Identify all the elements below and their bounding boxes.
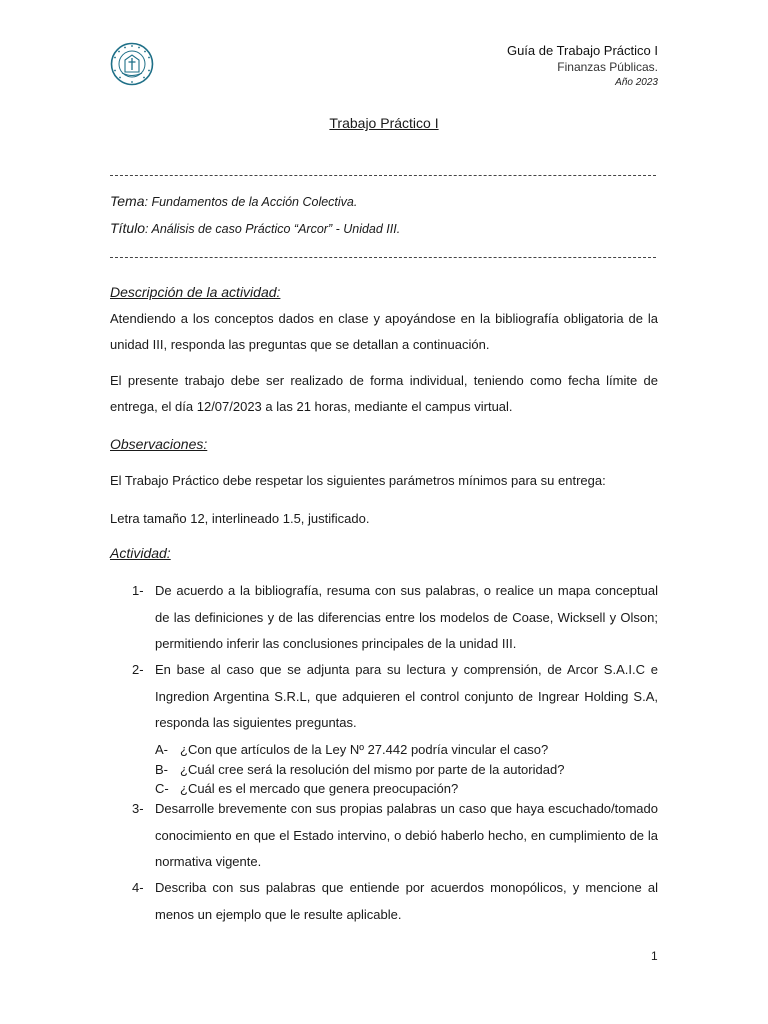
section-heading-descripcion: Descripción de la actividad: (110, 284, 281, 300)
list-item-number: 4- (132, 880, 144, 895)
list-item-text: Desarrolle brevemente con sus propias palabras un caso que haya escuchado/tomado conocimiento en que el Estado intervino, o debió haberlo hecho, en cumplimiento de la normativa vigente. (155, 801, 658, 869)
list-item-text: De acuerdo a la bibliografía, resuma con sus palabras, o realice un mapa conceptual de las definiciones y de las diferencias entre los modelos de Coase, Wicksell y Olson; permitiendo inferir las conclusiones principales de la unidad III. (155, 583, 658, 651)
header-subject: Finanzas Públicas. (557, 60, 658, 74)
titulo-value: : Análisis de caso Práctico “Arcor” - Unidad III. (145, 222, 401, 236)
university-seal-icon (110, 42, 154, 86)
header-guide-title: Guía de Trabajo Práctico I (506, 43, 658, 58)
page-number: 1 (651, 949, 658, 963)
sub-list-letter: C- (155, 781, 169, 796)
tema-value: : Fundamentos de la Acción Colectiva. (144, 195, 358, 209)
list-item-number: 2- (132, 662, 144, 677)
list-item-text: En base al caso que se adjunta para su lectura y comprensión, de Arcor S.A.I.C e Ingredion Argentina S.R.L, que adquieren el control conjunto de Ingrear Holding S.A, responda las siguientes preguntas. (155, 662, 658, 730)
list-item-text: Describa con sus palabras que entiende por acuerdos monopólicos, y mencione al menos un ejemplo que le resulte aplicable. (155, 880, 658, 922)
list-item-number: 1- (132, 583, 144, 598)
titulo-label: Título (110, 220, 146, 236)
observaciones-paragraph: Letra tamaño 12, interlineado 1.5, justificado. (110, 511, 370, 526)
observaciones-paragraph: El Trabajo Práctico debe respetar los siguientes parámetros mínimos para su entrega: (110, 473, 606, 488)
sub-list-text: ¿Cuál cree será la resolución del mismo por parte de la autoridad? (180, 762, 565, 777)
tema-label: Tema (110, 193, 145, 209)
document-title: Trabajo Práctico I (329, 115, 439, 131)
dashed-divider (110, 257, 656, 258)
sub-list-letter: A- (155, 742, 168, 757)
header-year: Año 2023 (615, 77, 658, 88)
descripcion-paragraph: El presente trabajo debe ser realizado de forma individual, teniendo como fecha límite de entrega, el día 12/07/2023 a las 21 horas, mediante el campus virtual. (110, 373, 658, 414)
list-item-number: 3- (132, 801, 144, 816)
titulo-line (110, 220, 400, 236)
sub-list-text: ¿Con que artículos de la Ley Nº 27.442 podría vincular el caso? (180, 742, 549, 757)
descripcion-paragraph: Atendiendo a los conceptos dados en clase y apoyándose en la bibliografía obligatoria de la unidad III, responda las preguntas que se detallan a continuación. (110, 311, 658, 352)
section-heading-actividad: Actividad: (110, 545, 171, 561)
section-heading-observaciones: Observaciones: (110, 436, 208, 452)
tema-line (110, 193, 357, 209)
sub-list-text: ¿Cuál es el mercado que genera preocupación? (180, 781, 459, 796)
sub-list-letter: B- (155, 762, 168, 777)
dashed-divider (110, 175, 656, 176)
